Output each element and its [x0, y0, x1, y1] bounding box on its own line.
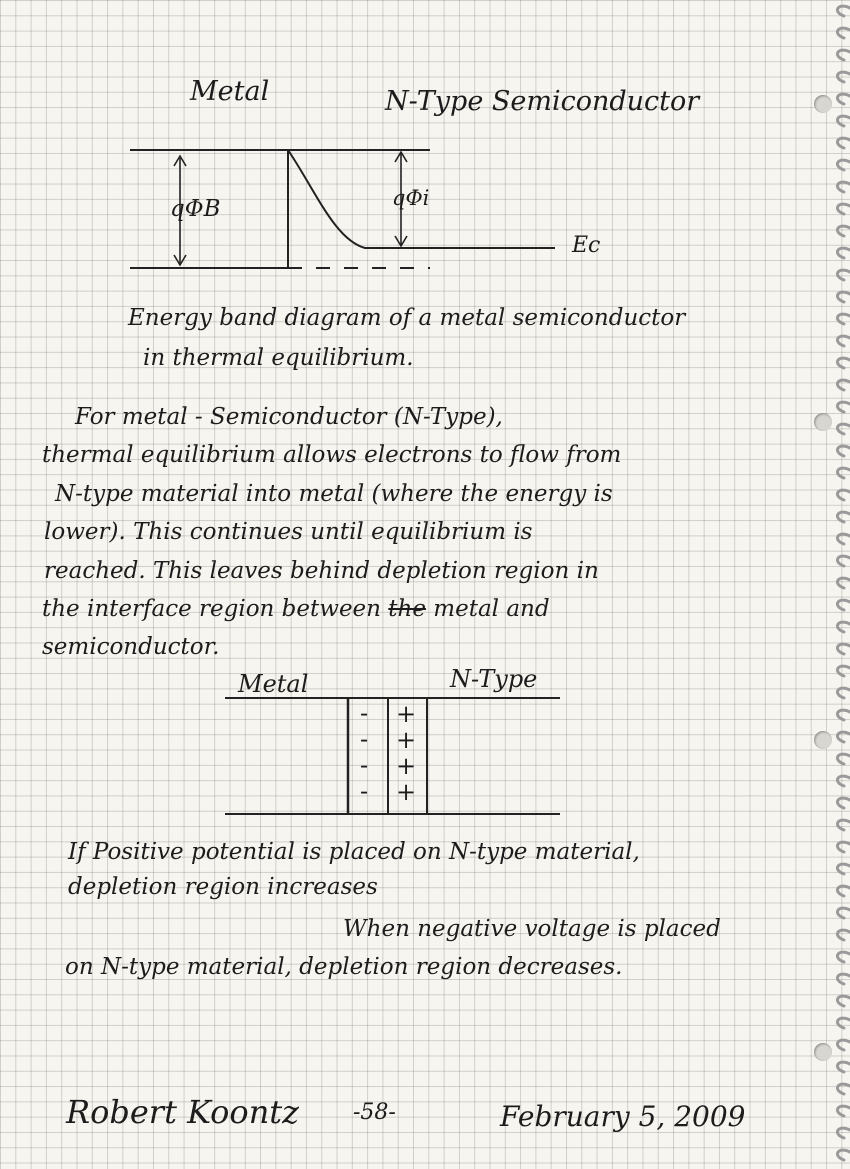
positive-note-line-1: If Positive potential is placed on N-type material,	[68, 839, 640, 865]
spiral-coil	[837, 380, 850, 390]
spiral-coil	[837, 732, 850, 742]
depletion-label-metal: Metal	[238, 670, 309, 698]
spiral-coil	[837, 622, 850, 632]
paragraph-line-5: reached. This leaves behind depletion region in	[44, 558, 599, 584]
depletion-label-n-type: N-Type	[450, 665, 538, 693]
spiral-coil	[837, 6, 850, 16]
paragraph-line-4: lower). This continues until equilibrium is	[44, 519, 533, 545]
plus-sign: +	[396, 726, 417, 754]
spiral-coils	[810, 0, 850, 1169]
label-built-in-potential: qΦi	[392, 186, 430, 210]
spiral-coil	[837, 1062, 850, 1072]
spiral-coil	[837, 754, 850, 764]
spiral-coil	[837, 1128, 850, 1138]
paragraph-line-7: semiconductor.	[42, 634, 220, 660]
spiral-coil	[837, 534, 850, 544]
spiral-coil	[837, 28, 850, 38]
label-metal: Metal	[190, 76, 270, 107]
spiral-coil	[837, 314, 850, 324]
caption-line-2: in thermal equilibrium.	[143, 345, 414, 371]
spiral-coil	[837, 358, 850, 368]
paragraph-line-6-end: metal and	[425, 596, 550, 622]
minus-sign: -	[360, 725, 369, 753]
spiral-coil	[837, 160, 850, 170]
minus-sign: -	[360, 777, 369, 805]
spiral-coil	[837, 842, 850, 852]
spiral-coil	[837, 974, 850, 984]
minus-sign: -	[360, 699, 369, 727]
page-number: -58-	[353, 1100, 396, 1125]
spiral-coil	[837, 270, 850, 280]
spiral-coil	[837, 776, 850, 786]
spiral-coil	[837, 424, 850, 434]
spiral-coil	[837, 138, 850, 148]
spiral-coil	[837, 710, 850, 720]
spiral-coil	[837, 666, 850, 676]
signature: Robert Koontz	[66, 1093, 300, 1131]
spiral-coil	[837, 600, 850, 610]
paragraph-line-6-start: the interface region between	[42, 596, 389, 622]
spiral-coil	[837, 402, 850, 412]
spiral-coil	[837, 886, 850, 896]
spiral-coil	[837, 930, 850, 940]
spiral-coil	[837, 1150, 850, 1160]
spiral-coil	[837, 468, 850, 478]
spiral-coil	[837, 226, 850, 236]
struck-word: the	[388, 596, 426, 622]
spiral-binding	[810, 0, 850, 1169]
plus-sign: +	[396, 700, 417, 728]
spiral-coil	[837, 512, 850, 522]
spiral-coil	[837, 952, 850, 962]
spiral-coil	[837, 1106, 850, 1116]
spiral-coil	[837, 72, 850, 82]
negative-note-line-2: on N-type material, depletion region decreases.	[65, 954, 623, 980]
date: February 5, 2009	[500, 1100, 746, 1133]
paragraph-line-1: For metal - Semiconductor (N-Type),	[75, 404, 503, 430]
spiral-coil	[837, 446, 850, 456]
spiral-coil	[837, 864, 850, 874]
spiral-coil	[837, 1040, 850, 1050]
spiral-coil	[837, 688, 850, 698]
minus-sign: -	[360, 751, 369, 779]
binder-hole	[814, 95, 832, 113]
label-conduction-band: Ec	[572, 233, 601, 258]
paragraph-line-2: thermal equilibrium allows electrons to flow from	[42, 442, 622, 468]
positive-note-line-2: depletion region increases	[68, 874, 378, 900]
spiral-coil	[837, 996, 850, 1006]
negative-note-line-1: When negative voltage is placed	[343, 916, 721, 942]
spiral-coil	[837, 578, 850, 588]
spiral-coil	[837, 1084, 850, 1094]
spiral-coil	[837, 204, 850, 214]
binder-hole	[814, 1043, 832, 1061]
paragraph-line-3: N-type material into metal (where the energy is	[55, 481, 613, 507]
spiral-coil	[837, 908, 850, 918]
spiral-coil	[837, 798, 850, 808]
spiral-coil	[837, 336, 850, 346]
binder-hole	[814, 413, 832, 431]
label-n-type-semiconductor: N-Type Semiconductor	[385, 86, 700, 117]
spiral-coil	[837, 182, 850, 192]
spiral-coil	[837, 50, 850, 60]
spiral-coil	[837, 820, 850, 830]
spiral-coil	[837, 1018, 850, 1028]
spiral-coil	[837, 644, 850, 654]
label-barrier-height: qΦB	[170, 196, 221, 222]
spiral-coil	[837, 556, 850, 566]
spiral-coil	[837, 248, 850, 258]
plus-sign: +	[396, 778, 417, 806]
spiral-coil	[837, 490, 850, 500]
binder-hole	[814, 731, 832, 749]
paragraph-line-6	[42, 590, 550, 629]
spiral-coil	[837, 116, 850, 126]
caption-line-1: Energy band diagram of a metal semiconductor	[128, 305, 686, 331]
spiral-coil	[837, 292, 850, 302]
spiral-coil	[837, 94, 850, 104]
plus-sign: +	[396, 752, 417, 780]
